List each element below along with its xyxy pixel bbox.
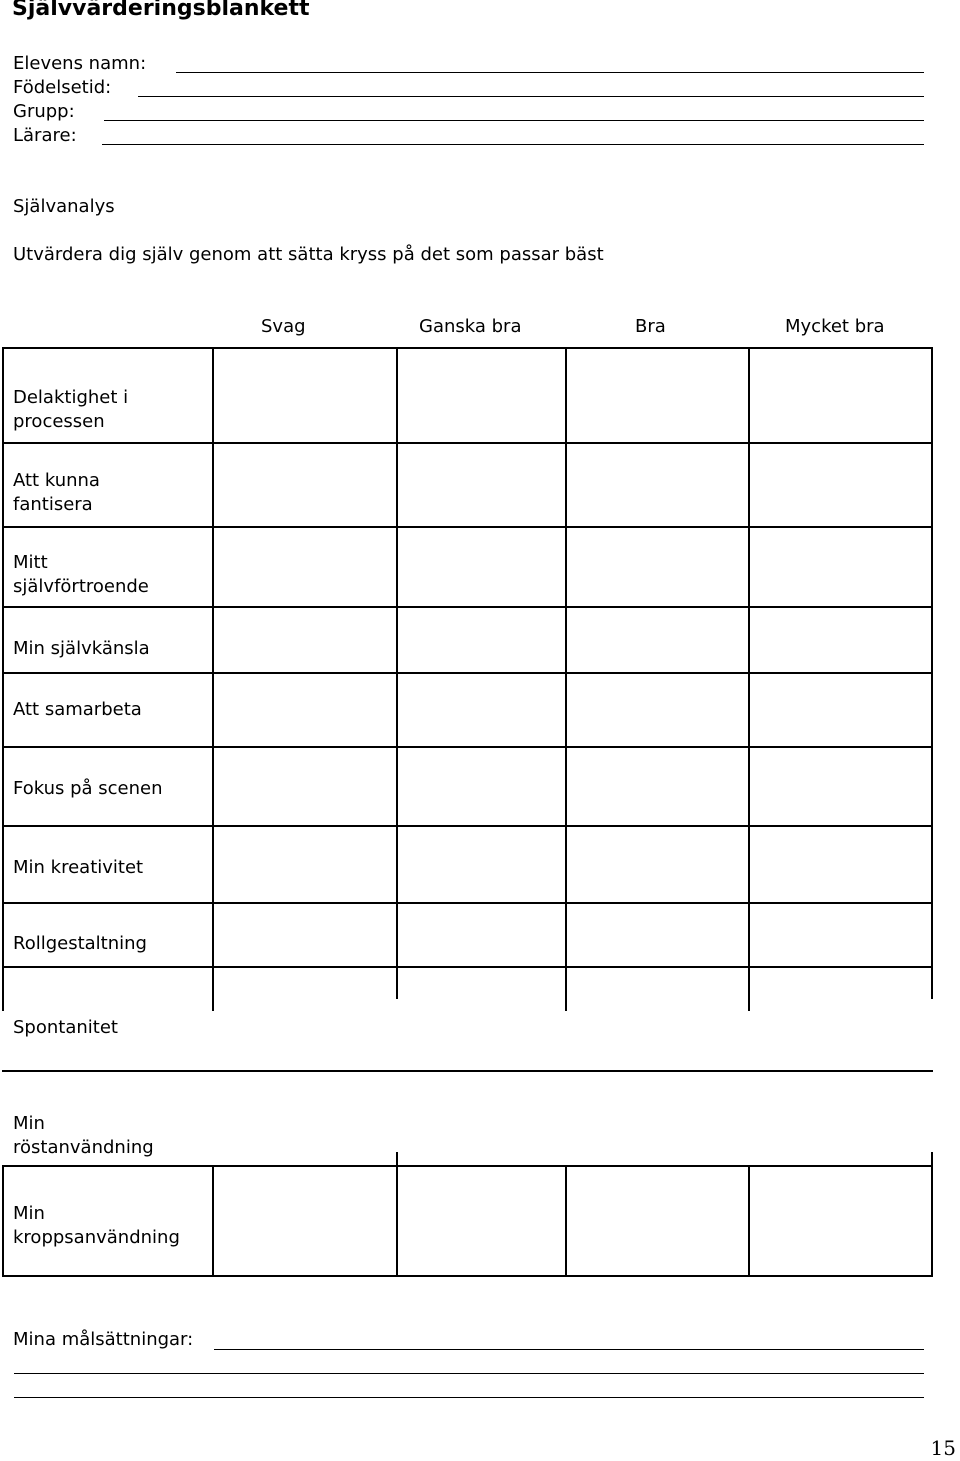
field-line-teacher[interactable]: [102, 144, 924, 145]
table-line: [2, 966, 933, 968]
row-label: Rollgestaltning: [13, 933, 147, 954]
table-line: [2, 746, 933, 748]
field-line-group[interactable]: [104, 120, 924, 121]
section-title: Självanalys: [13, 196, 115, 217]
field-label-birth: Födelsetid:: [13, 77, 112, 98]
goals-line[interactable]: [14, 1397, 924, 1398]
table-line: [565, 347, 567, 1011]
table-line: [2, 347, 933, 349]
table-line: [2, 1275, 933, 1277]
table-line: [2, 672, 933, 674]
table-line: [2, 1165, 933, 1167]
column-header-bra: Bra: [635, 316, 666, 337]
field-label-teacher: Lärare:: [13, 125, 77, 146]
table-line: [396, 347, 398, 999]
row-label: Att samarbeta: [13, 699, 142, 720]
table-line: [748, 1165, 750, 1277]
row-label: Min kreativitet: [13, 857, 144, 878]
row-label: Spontanitet: [13, 1017, 118, 1038]
table-line: [2, 825, 933, 827]
table-line: [212, 347, 214, 1011]
column-header-ganska-bra: Ganska bra: [419, 316, 522, 337]
table-line: [2, 526, 933, 528]
row-label: Delaktighet i processen: [13, 387, 129, 432]
row-label: Mitt självförtroende: [13, 552, 149, 597]
row-label: Min röstanvändning: [13, 1113, 154, 1158]
field-label-group: Grupp:: [13, 101, 75, 122]
goals-line[interactable]: [14, 1373, 924, 1374]
table-line: [212, 1165, 214, 1277]
table-line: [2, 442, 933, 444]
column-header-mycket-bra: Mycket bra: [785, 316, 885, 337]
table-line: [565, 1165, 567, 1277]
table-line: [2, 606, 933, 608]
row-label: Att kunna fantisera: [13, 470, 100, 515]
row-label: Fokus på scenen: [13, 778, 163, 799]
field-label-name: Elevens namn:: [13, 53, 147, 74]
page-number: 15: [930, 1436, 956, 1460]
row-label: Min kroppsanvändning: [13, 1203, 180, 1248]
field-line-name[interactable]: [176, 72, 924, 73]
table-line: [748, 347, 750, 1011]
column-header-svag: Svag: [261, 316, 306, 337]
instruction-text: Utvärdera dig själv genom att sätta kryss på det som passar bäst: [13, 244, 604, 265]
goals-label: Mina målsättningar:: [13, 1329, 194, 1350]
page-title: Självvärderingsblankett: [12, 0, 310, 21]
goals-line[interactable]: [214, 1349, 924, 1350]
row-label: Min självkänsla: [13, 638, 150, 659]
table-line: [2, 347, 4, 1011]
table-line: [931, 347, 933, 999]
table-line: [931, 1152, 933, 1277]
field-line-birth[interactable]: [138, 96, 924, 97]
table-line: [2, 1070, 933, 1072]
table-line: [2, 1165, 4, 1277]
table-line: [396, 1152, 398, 1277]
table-line: [2, 902, 933, 904]
